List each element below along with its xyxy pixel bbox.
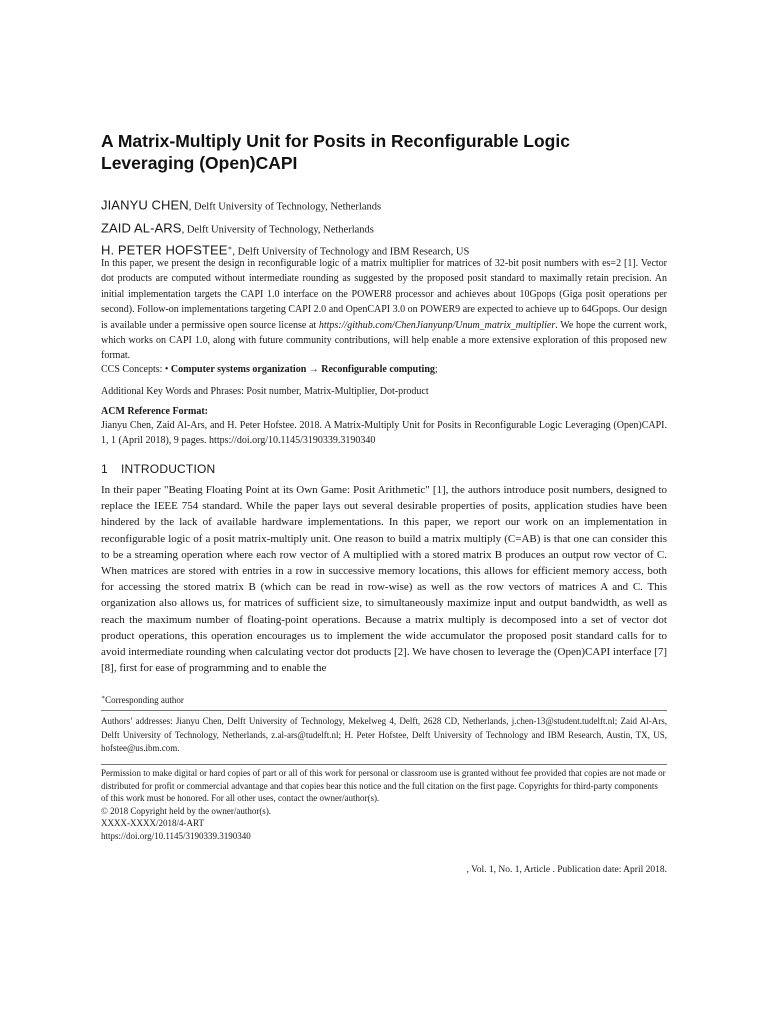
copyright-line: © 2018 Copyright held by the owner/author(s). — [101, 805, 272, 816]
author-name: H. PETER HOFSTEE — [101, 242, 228, 258]
publication-line: , Vol. 1, No. 1, Article . Publication date: April 2018. — [466, 865, 667, 875]
ccs-concepts — [101, 362, 667, 377]
divider — [101, 710, 667, 711]
author-entry — [101, 194, 667, 217]
author-affiliation: , Delft University of Technology, Netherlands — [188, 201, 382, 213]
doi-link[interactable]: https://doi.org/10.1145/3190339.3190340 — [101, 830, 251, 841]
author-list — [101, 194, 667, 262]
paper-title: A Matrix-Multiply Unit for Posits in Reconfigurable Logic Leveraging (Open)CAPI — [101, 131, 570, 173]
section-number: 1 — [101, 462, 108, 476]
ccs-label: CCS Concepts: • — [101, 364, 171, 375]
keywords: Additional Key Words and Phrases: Posit number, Matrix-Multiplier, Dot-product — [101, 386, 429, 397]
author-mark: ∗ — [227, 244, 233, 252]
ccs-end: ; — [434, 364, 438, 375]
repository-link[interactable]: https://github.com/ChenJianyunp/Unum_matrix_multiplier — [318, 319, 556, 331]
author-affiliation: , Delft University of Technology, Netherlands — [181, 224, 374, 235]
permission-text: Permission to make digital or hard copies of part or all of this work for personal or classroom use is granted without fee provided that copies are not made or distributed for profit or commercial advantage and that copies bear this notice and the full citation on the first page. Copyrights for third-party components of this work must be honored. For all other uses, contact the owner/author(s). — [101, 768, 666, 803]
author-name: ZAID AL-ARS — [101, 220, 182, 235]
ccs-concept: Computer systems organization → Reconfigurable computing — [170, 364, 435, 375]
section-title: INTRODUCTION — [121, 462, 216, 476]
issn-line: XXXX-XXXX/2018/4-ART — [101, 818, 204, 828]
footnote-mark: ∗ — [101, 695, 106, 701]
footnote — [101, 692, 184, 706]
author-entry — [101, 217, 667, 240]
author-affiliation: , Delft University of Technology and IBM Research, US — [232, 246, 470, 258]
footnote-text: Corresponding author — [105, 695, 184, 705]
divider — [101, 764, 667, 765]
author-name: JIANYU CHEN — [101, 197, 189, 213]
authors-addresses: Authors’ addresses: Jianyu Chen, Delft University of Technology, Mekelweg 4, Delft, 2628 CD, Netherlands, j.chen-13@student.tudelft.nl; Zaid Al-Ars, Delft University of Technology, Netherlands, z.al-ars@tudelft.nl; H. Peter Hofstee, Delft University of Technology and IBM Research, Austin, TX, US, hofstee@us.ibm.com. — [101, 716, 667, 753]
abstract-text-continued: . We hope the current work, which works on CAPI 1.0, along with future community contributions, will help enable a more extensive exploration of this proposed new format. — [101, 319, 668, 362]
introduction-body: In their paper "Beating Floating Point at its Own Game: Posit Arithmetic" [1], the authors introduce posit numbers, designed to replace the IEEE 754 standard. While the paper lays out several desirable properties of posits, application studies have been hindered by the lack of available hardware implementations. In this paper, we report our work on an implementation in reconfigurable logic of a posit matrix-multiply unit. One reason to build a matrix multiply (C=AB) is that one can consider this to be a streaming operation where each row vector of A multiplied with a stored matrix B produces an output row vector of C. When matrices are stored with entries in a row in successive memory locations, this allows for efficient memory access, both for accessing the stored matrix B (which can be read in row-wise) as well as the row vectors of matrices A and C. This organization also allows us, for matrices of sufficient size, to simultaneously maximize input and output bandwidth, as well as reach the maximum number of floating-point operations. Because a matrix multiply is decomposed into a set of vector dot product operations, this operation encourages us to implement the wide accumulator the proposed posit standard calls for to avoid intermediate rounding when calculating vector dot products [2]. We have chosen to leverage the (Open)CAPI interface [7] [8], first for ease of programming and to enable the — [101, 484, 667, 675]
section-heading — [101, 461, 215, 477]
permission-block — [101, 767, 667, 842]
abstract — [101, 256, 667, 364]
acm-reference-text: Jianyu Chen, Zaid Al-Ars, and H. Peter Hofstee. 2018. A Matrix-Multiply Unit for Posits in Reconfigurable Logic Leveraging (Open)CAPI. 1, 1 (April 2018), 9 pages. https://doi.org/10.1145/3190339.3190340 — [101, 420, 667, 446]
abstract-text: In this paper, we present the design in reconfigurable logic of a matrix multiplier for matrices of 32-bit posit numbers with es=2 [1]. Vector dot products are computed without intermediate rounding as suggested by the proposed posit standard to maximally retain precision. An initial implementation targets the CAPI 1.0 interface on the POWER8 processor and achieves about 10Gpops (Giga posit operations per second). Follow-on implementations targeting CAPI 2.0 and OpenCAPI 3.0 on POWER9 are expected to achieve up to 64Gpops. Our design is available under a permissive open source license at — [101, 258, 667, 331]
acm-reference-heading: ACM Reference Format: — [101, 406, 208, 417]
